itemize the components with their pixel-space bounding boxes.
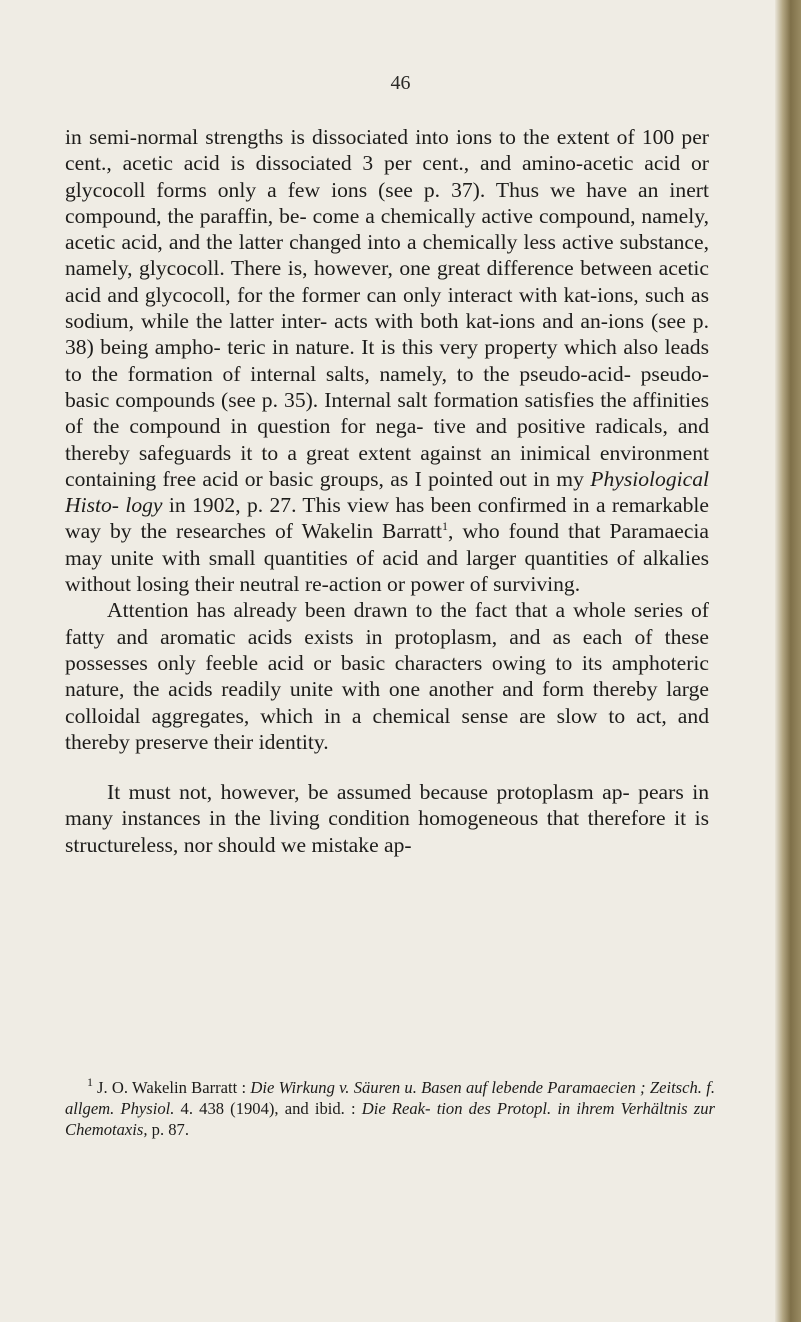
footnote-reference: 1 [442,519,449,534]
footnote-text: $^1$ J. O. Wakelin Barratt : Die Wirkung v. Säuren u. Basen auf lebende Paramaecien ; Zeitsch. f. allgem. Physiol. 4. 438 (1904), and ibid. : Die Reak- tion des Protopl. in ihrem Verhältnis zur Chemotaxis, p. 87. [65,1075,715,1139]
page-edge-shadow [775,0,801,1322]
body-text [65,124,709,858]
footnote [65,1077,715,1140]
page-number: 46 [390,72,411,94]
citation-title: Die Reak- tion des Protopl. in ihrem Verhältnis zur Chemotaxis, [65,1099,715,1139]
paragraph: Attention has already been drawn to the fact that a whole series of fatty and aromatic acids exists in protoplasm, and as each of these possesses only feeble acid or basic characters owing to its amphoteric nature, the acids readily unite with one another and form thereby large colloidal aggregates, which in a chemical sense are slow to act, and thereby preserve their identity. [65,598,709,754]
paragraph: in semi-normal strengths is dissociated into ions to the extent of 100 per cent., acetic acid is dissociated 3 per cent., and amino-acetic acid or glycocoll forms only a few ions (see p. 37). Thus we have an inert compound, the paraffin, be- come a chemically active compound, namely, acetic acid, and the latter changed into a chemically less active substance, namely, glycocoll. There is, however, one great difference between acetic acid and glycocoll, for the former can only interact with kat-ions, such as sodium, while the latter inter- acts with both kat-ions and an-ions (see p. 38) being ampho- teric in nature. It is this very property which also leads to the formation of internal salts, namely, to the pseudo-acid- pseudo-basic compounds (see p. 35). Internal salt formation satisfies the affinities of the compound in question for nega- tive and positive radicals, and thereby safeguards it to a great extent against an inimical environment containing free acid or basic groups, as I pointed out in my Physiological Histo- logy in 1902, p. 27. This view has been confirmed in a remarkable way by the researches of Wakelin Barratt$^1$, who found that Paramaecia may unite with small quantities of acid and larger quantities of alkalies without losing their neutral re-action or power of surviving. [65,125,709,597]
book-title: Physiological Histo- logy [65,466,709,518]
citation-title: Die Wirkung v. Säuren u. Basen auf lebende Paramaecien ; Zeitsch. f. allgem. Physiol. [65,1078,715,1118]
footnote-marker: 1 [87,1075,93,1090]
paragraph: It must not, however, be assumed because protoplasm ap- pears in many instances in the living condition homogeneous that therefore it is structureless, nor should we mistake ap- [65,780,709,857]
